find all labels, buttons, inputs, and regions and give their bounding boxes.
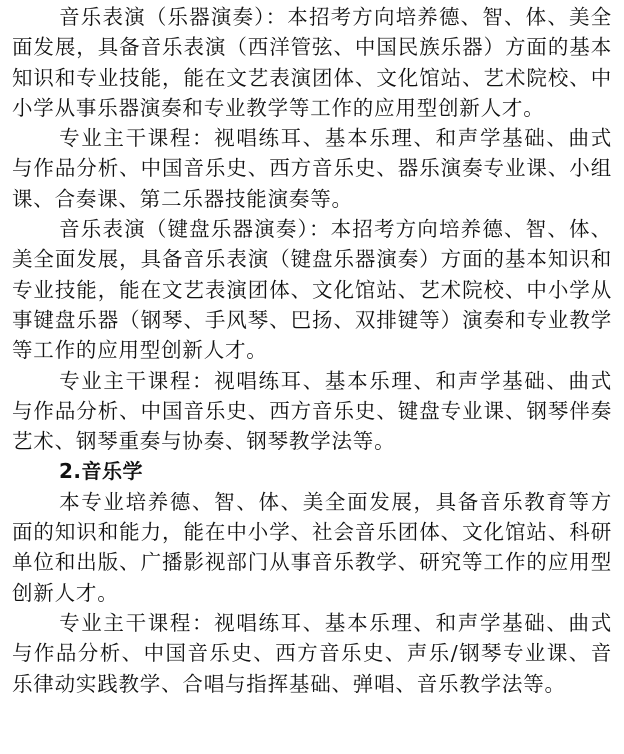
paragraph-keyboard-performance: 音乐表演（键盘乐器演奏）：本招考方向培养德、智、体、美全面发展，具备音乐表演（键盘乐器演奏）方面的基本知识和专业技能，能在文艺表演团体、文化馆站、艺术院校、中小学从事键盘乐器（钢琴、手风琴、巴扬、双排键等）演奏和专业教学等工作的应用型创新人才。	[12, 217, 612, 363]
document-body	[12, 2, 612, 699]
paragraph-musicology-description: 本专业培养德、智、体、美全面发展，具备音乐教育等方面的知识和能力，能在中小学、社会音乐团体、文化馆站、科研单位和出版、广播影视部门从事音乐教学、研究等工作的应用型创新人才。	[12, 489, 612, 605]
paragraph-instrument-performance: 音乐表演（乐器演奏）：本招考方向培养德、智、体、美全面发展，具备音乐表演（西洋管弦、中国民族乐器）方面的基本知识和专业技能，能在文艺表演团体、文化馆站、艺术院校、中小学从事乐器演奏和专业教学等工作的应用型创新人才。	[12, 5, 612, 120]
paragraph-instrument-courses: 专业主干课程：视唱练耳、基本乐理、和声学基础、曲式与作品分析、中国音乐史、西方音乐史、器乐演奏专业课、小组课、合奏课、第二乐器技能演奏等。	[12, 126, 612, 211]
paragraph-keyboard-courses: 专业主干课程：视唱练耳、基本乐理、和声学基础、曲式与作品分析、中国音乐史、西方音乐史、键盘专业课、钢琴伴奏艺术、钢琴重奏与协奏、钢琴教学法等。	[12, 368, 612, 454]
paragraph-musicology-courses: 专业主干课程：视唱练耳、基本乐理、和声学基础、曲式与作品分析、中国音乐史、西方音乐史、声乐/钢琴专业课、音乐律动实践教学、合唱与指挥基础、弹唱、音乐教学法等。	[12, 610, 612, 696]
section-heading-musicology: 2.音乐学	[59, 459, 144, 484]
